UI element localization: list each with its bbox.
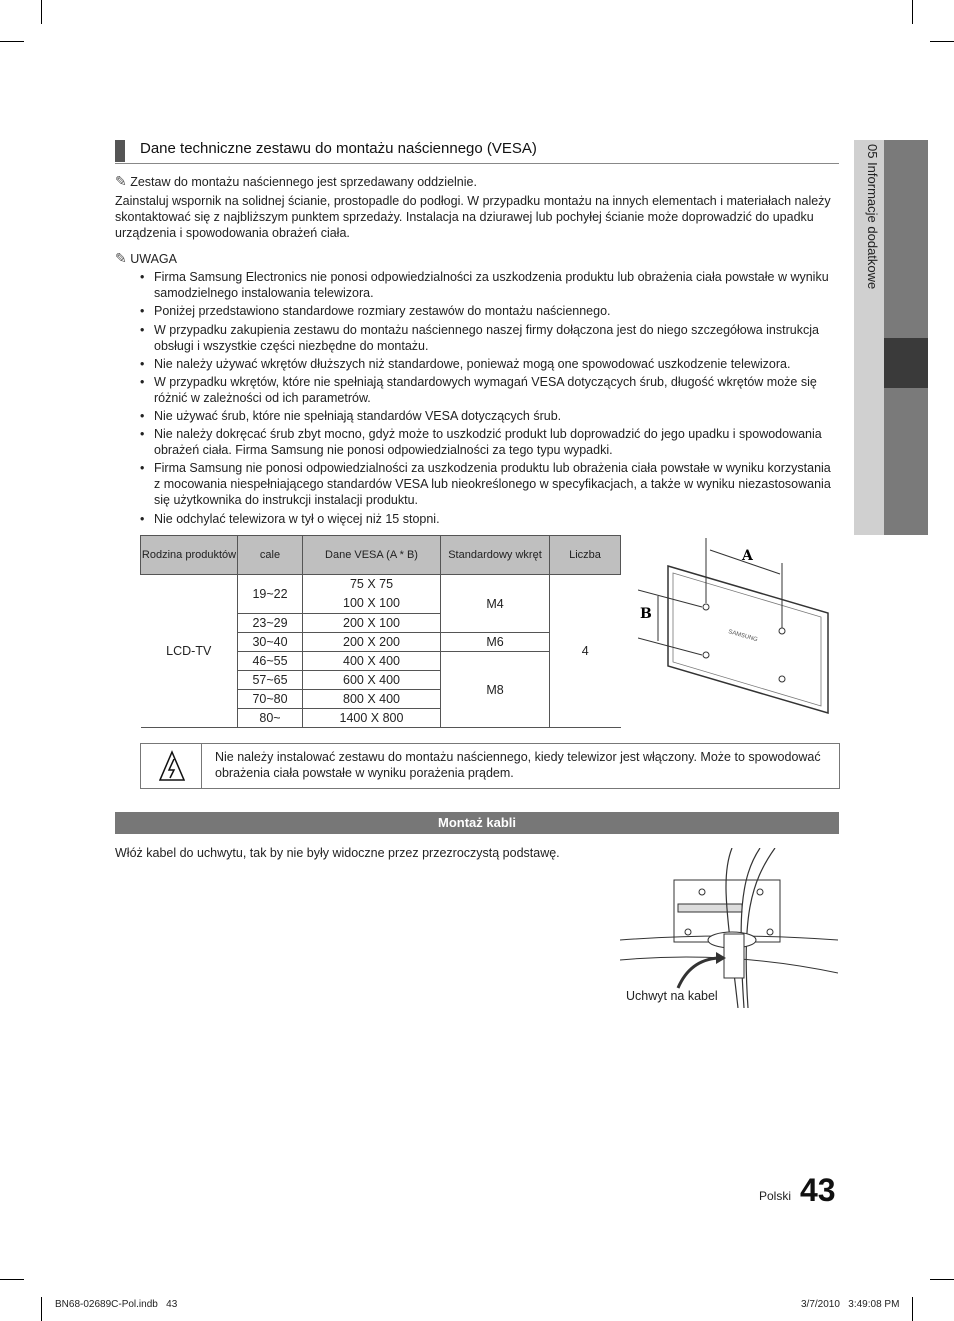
tv-back-diagram [638,538,838,718]
bullet-dot: • [140,304,145,318]
inches-cell: 23~29 [238,614,303,633]
vesa-cell: 1400 X 800 [303,709,441,728]
header-inches: cale [238,536,303,575]
bullet-dot: • [140,461,145,475]
crop-mark [912,1297,913,1321]
list-item [140,322,840,354]
cable-section-title: Montaż kabli [115,812,839,834]
table-row [141,575,621,614]
warning-box [140,743,840,789]
vesa-cell: 200 X 100 [303,614,441,633]
note-icon: ✎ [115,250,127,266]
diagram-label-a: A [742,548,753,564]
bullet-dot: • [140,323,145,337]
vesa-cell [303,575,441,614]
list-item [140,426,840,458]
inches-cell: 46~55 [238,652,303,671]
bullet-dot: • [140,512,145,526]
chapter-tab-marker [884,338,928,388]
cable-holder-clip [724,934,744,978]
list-item [140,511,840,527]
crop-mark [930,41,954,42]
list-item [140,408,840,424]
list-item-text: W przypadku zakupienia zestawu do montażu naściennego naszej firmy dołączona jest do niego szczegółowa instrukcja obsługi i wszystkie części niezbędne do montażu. [154,323,819,353]
crop-mark [912,0,913,24]
diagram-label-b: B [640,606,652,622]
list-item [140,374,840,406]
list-item-text: Firma Samsung Electronics nie ponosi odpowiedzialności za uszkodzenia produktu lub obrażenia ciała powstałe w wyniku samodzielnego instalowania telewizora. [154,270,829,300]
cable-text: Włóż kabel do uchwytu, tak by nie były widoczne przez przezroczystą podstawę. [115,846,560,860]
inches-cell: 19~22 [238,575,303,614]
note-line [115,173,839,190]
crop-mark [0,1279,24,1280]
cable-holder-diagram [620,848,838,1008]
brand-logo: SAMSUNG [727,629,759,644]
family-cell: LCD-TV [141,575,238,728]
list-item [140,269,840,301]
vesa-table [140,535,621,728]
screw-cell: M6 [441,633,550,652]
warning-icon [159,750,185,782]
header-count: Liczba [550,536,621,575]
list-item [140,303,840,319]
cable-caption: Uchwyt na kabel [626,989,718,1003]
list-item-text: Nie odchylać telewizora w tył o więcej niż 15 stopni. [154,512,440,526]
bullet-dot: • [140,409,145,423]
arrow-icon [678,958,718,988]
list-item-text: Poniżej przedstawiono standardowe rozmiary zestawów do montażu naściennego. [154,304,611,318]
bullet-dot: • [140,427,145,441]
inches-cell: 70~80 [238,690,303,709]
list-item-text: Firma Samsung nie ponosi odpowiedzialności za uszkodzenia produktu lub obrażenia ciała powstałe w wyniku korzystania z mocowania niespełniającego standardów VESA lub nieokreślonego w specyfikacjach, a także w wyniku niezastosowania się użytkownika do instrukcji instalacji produktu. [154,461,831,507]
crop-mark [0,41,24,42]
bullet-dot: • [140,270,145,284]
list-item-text: Nie używać śrub, które nie spełniają standardów VESA dotyczących śrub. [154,409,562,423]
note-icon: ✎ [115,173,127,189]
crop-mark [41,1297,42,1321]
vesa-value: 75 X 75 [349,577,394,591]
chapter-tab-label: 05 Informacje dodatkowe [865,144,880,290]
vesa-cell: 800 X 400 [303,690,441,709]
header-family: Rodzina produktów [141,536,238,575]
screw-cell: M4 [441,575,550,633]
inches-cell: 30~40 [238,633,303,652]
uwaga-line [115,250,839,267]
vesa-cell: 400 X 400 [303,652,441,671]
note-text: Zestaw do montażu naściennego jest sprzedawany oddzielnie. [130,175,477,189]
count-cell: 4 [550,575,621,728]
section-marker [115,140,125,162]
table-header-row [141,536,621,575]
page-number: 43 [800,1172,836,1208]
vesa-cell: 200 X 200 [303,633,441,652]
header-screw: Standardowy wkręt [441,536,550,575]
footer-language: Polski [759,1189,792,1203]
vesa-cell: 600 X 400 [303,671,441,690]
list-item-text: Nie należy dokręcać śrub zbyt mocno, gdyż może to uszkodzić produkt lub doprowadzić do jego upadku i spowodowania obrażeń ciała. Firma Samsung nie ponosi odpowiedzialności za tego typu wypadki. [154,427,822,457]
list-item [140,460,840,508]
crop-mark [41,0,42,24]
inches-cell: 57~65 [238,671,303,690]
intro-paragraph: Zainstaluj wspornik na solidnej ścianie, prostopadle do podłogi. W przypadku montażu na innych elementach i materiałach należy skontaktować się z najbliższym punktem sprzedaży. Instalacja na dziurawej lub pochyłej ścianie może doprowadzić do upadku urządzenia i spowodowania obrażeń ciała. [115,194,831,240]
header-vesa: Dane VESA (A * B) [303,536,441,575]
bullet-dot: • [140,375,145,389]
vesa-value: 100 X 100 [343,596,400,610]
bullet-dot: • [140,357,145,371]
section-rule [115,163,839,164]
warning-divider [201,744,202,788]
warning-text: Nie należy instalować zestawu do montażu naściennego, kiedy telewizor jest włączony. Może to spowodować obrażenia ciała powstałe w wyniku porażenia prądem. [215,750,821,780]
inches-cell: 80~ [238,709,303,728]
print-date-info: 3/7/2010 3:49:08 PM [801,1299,900,1310]
crop-mark [930,1279,954,1280]
print-file-info: BN68-02689C-Pol.indb 43 [55,1299,178,1310]
list-item [140,356,840,372]
section-title: Dane techniczne zestawu do montażu naściennego (VESA) [140,140,537,157]
screw-cell: M8 [441,652,550,728]
list-item-text: W przypadku wkrętów, które nie spełniają standardowych wymagań VESA dotyczących śrub, długość wkrętów może się różnić w zależności od ich parametrów. [154,375,817,405]
uwaga-label: UWAGA [130,252,177,266]
list-item-text: Nie należy używać wkrętów dłuższych niż standardowe, ponieważ mogą one spowodować uszkodzenie telewizora. [154,357,791,371]
connector-strip [678,904,742,912]
